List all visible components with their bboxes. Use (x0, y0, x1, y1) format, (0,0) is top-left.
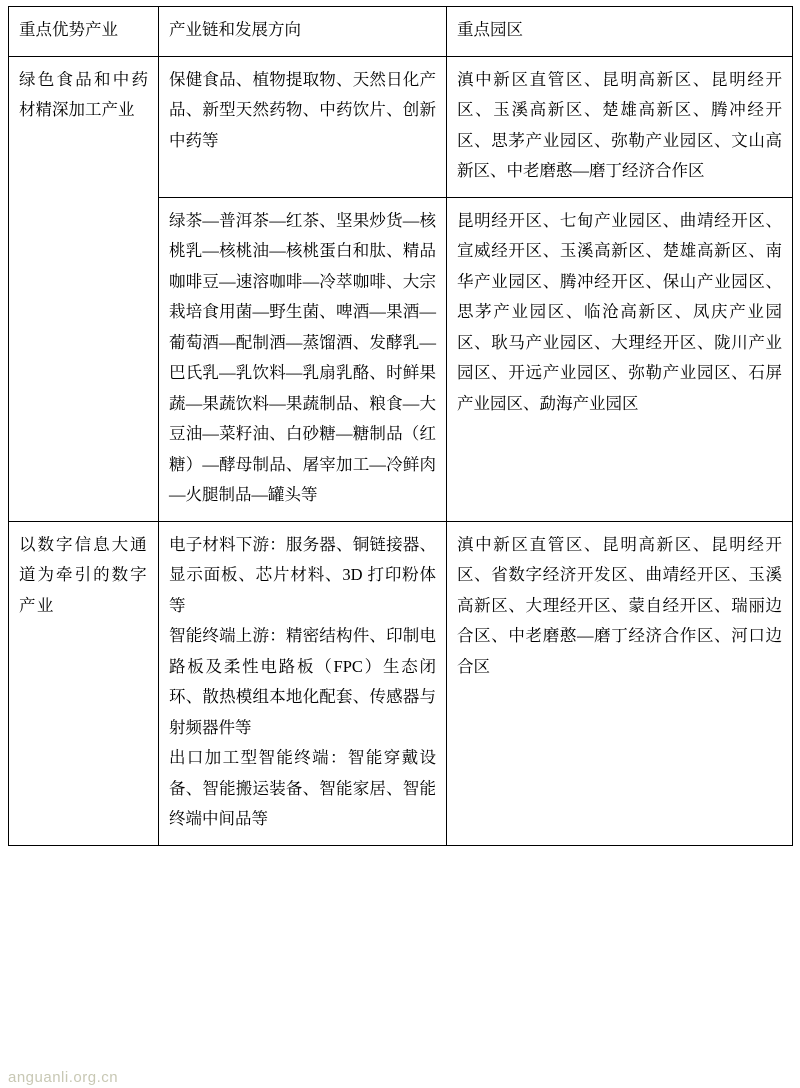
industry-cell (9, 521, 159, 845)
chain-paragraph: 出口加工型智能终端：智能穿戴设备、智能搬运装备、智能家居、智能终端中间品等 (169, 748, 436, 829)
chain-paragraph: 保健食品、植物提取物、天然日化产品、新型天然药物、中药饮片、创新中药等 (169, 69, 436, 150)
chain-cell (159, 197, 447, 521)
column-header-chain: 产业链和发展方向 (159, 7, 447, 57)
industry-label: 绿色食品和中药材精深加工产业 (19, 69, 148, 120)
chain-paragraph: 智能终端上游：精密结构件、印制电路板及柔性电路板（FPC）生态闭环、散热模组本地化配套、传感器与射频器件等 (169, 626, 436, 737)
parks-cell (447, 56, 793, 197)
parks-cell (447, 197, 793, 521)
parks-cell (447, 521, 793, 845)
table-body (9, 56, 793, 845)
column-header-industry: 重点优势产业 (9, 7, 159, 57)
table-header (9, 7, 793, 57)
chain-cell (159, 521, 447, 845)
column-header-parks: 重点园区 (447, 7, 793, 57)
industry-label: 以数字信息大通道为牵引的数字产业 (19, 534, 148, 615)
parks-paragraph: 昆明经开区、七甸产业园区、曲靖经开区、宣威经开区、玉溪高新区、楚雄高新区、南华产业园区、腾冲经开区、保山产业园区、思茅产业园区、临沧高新区、凤庆产业园区、耿马产业园区、大理经开区、陇川产业园区、开远产业园区、弥勒产业园区、石屏产业园区、勐海产业园区 (457, 210, 782, 413)
table-row (9, 56, 793, 197)
table-row (9, 521, 793, 845)
chain-cell (159, 56, 447, 197)
parks-paragraph: 滇中新区直管区、昆明高新区、昆明经开区、省数字经济开发区、曲靖经开区、玉溪高新区、大理经开区、蒙自经开区、瑞丽边合区、中老磨憨—磨丁经济合作区、河口边合区 (457, 534, 782, 676)
table-header-row (9, 7, 793, 57)
parks-paragraph: 滇中新区直管区、昆明高新区、昆明经开区、玉溪高新区、楚雄高新区、腾冲经开区、思茅产业园区、弥勒产业园区、文山高新区、中老磨憨—磨丁经济合作区 (457, 69, 782, 181)
industry-table (8, 6, 793, 846)
chain-paragraph: 绿茶—普洱茶—红茶、坚果炒货—核桃乳—核桃油—核桃蛋白和肽、精品咖啡豆—速溶咖啡—冷萃咖啡、大宗栽培食用菌—野生菌、啤酒—果酒—葡萄酒—配制酒—蒸馏酒、发酵乳—巴氏乳—乳饮料—乳扇乳酪、时鲜果蔬—果蔬饮料—果蔬制品、粮食—大豆油—菜籽油、白砂糖—糖制品（红糖）—酵母制品、屠宰加工—冷鲜肉—火腿制品—罐头等 (169, 210, 436, 505)
chain-paragraph: 电子材料下游：服务器、铜链接器、显示面板、芯片材料、3D 打印粉体等 (169, 534, 436, 615)
industry-cell (9, 56, 159, 521)
site-watermark: anguanli.org.cn (8, 1069, 119, 1086)
